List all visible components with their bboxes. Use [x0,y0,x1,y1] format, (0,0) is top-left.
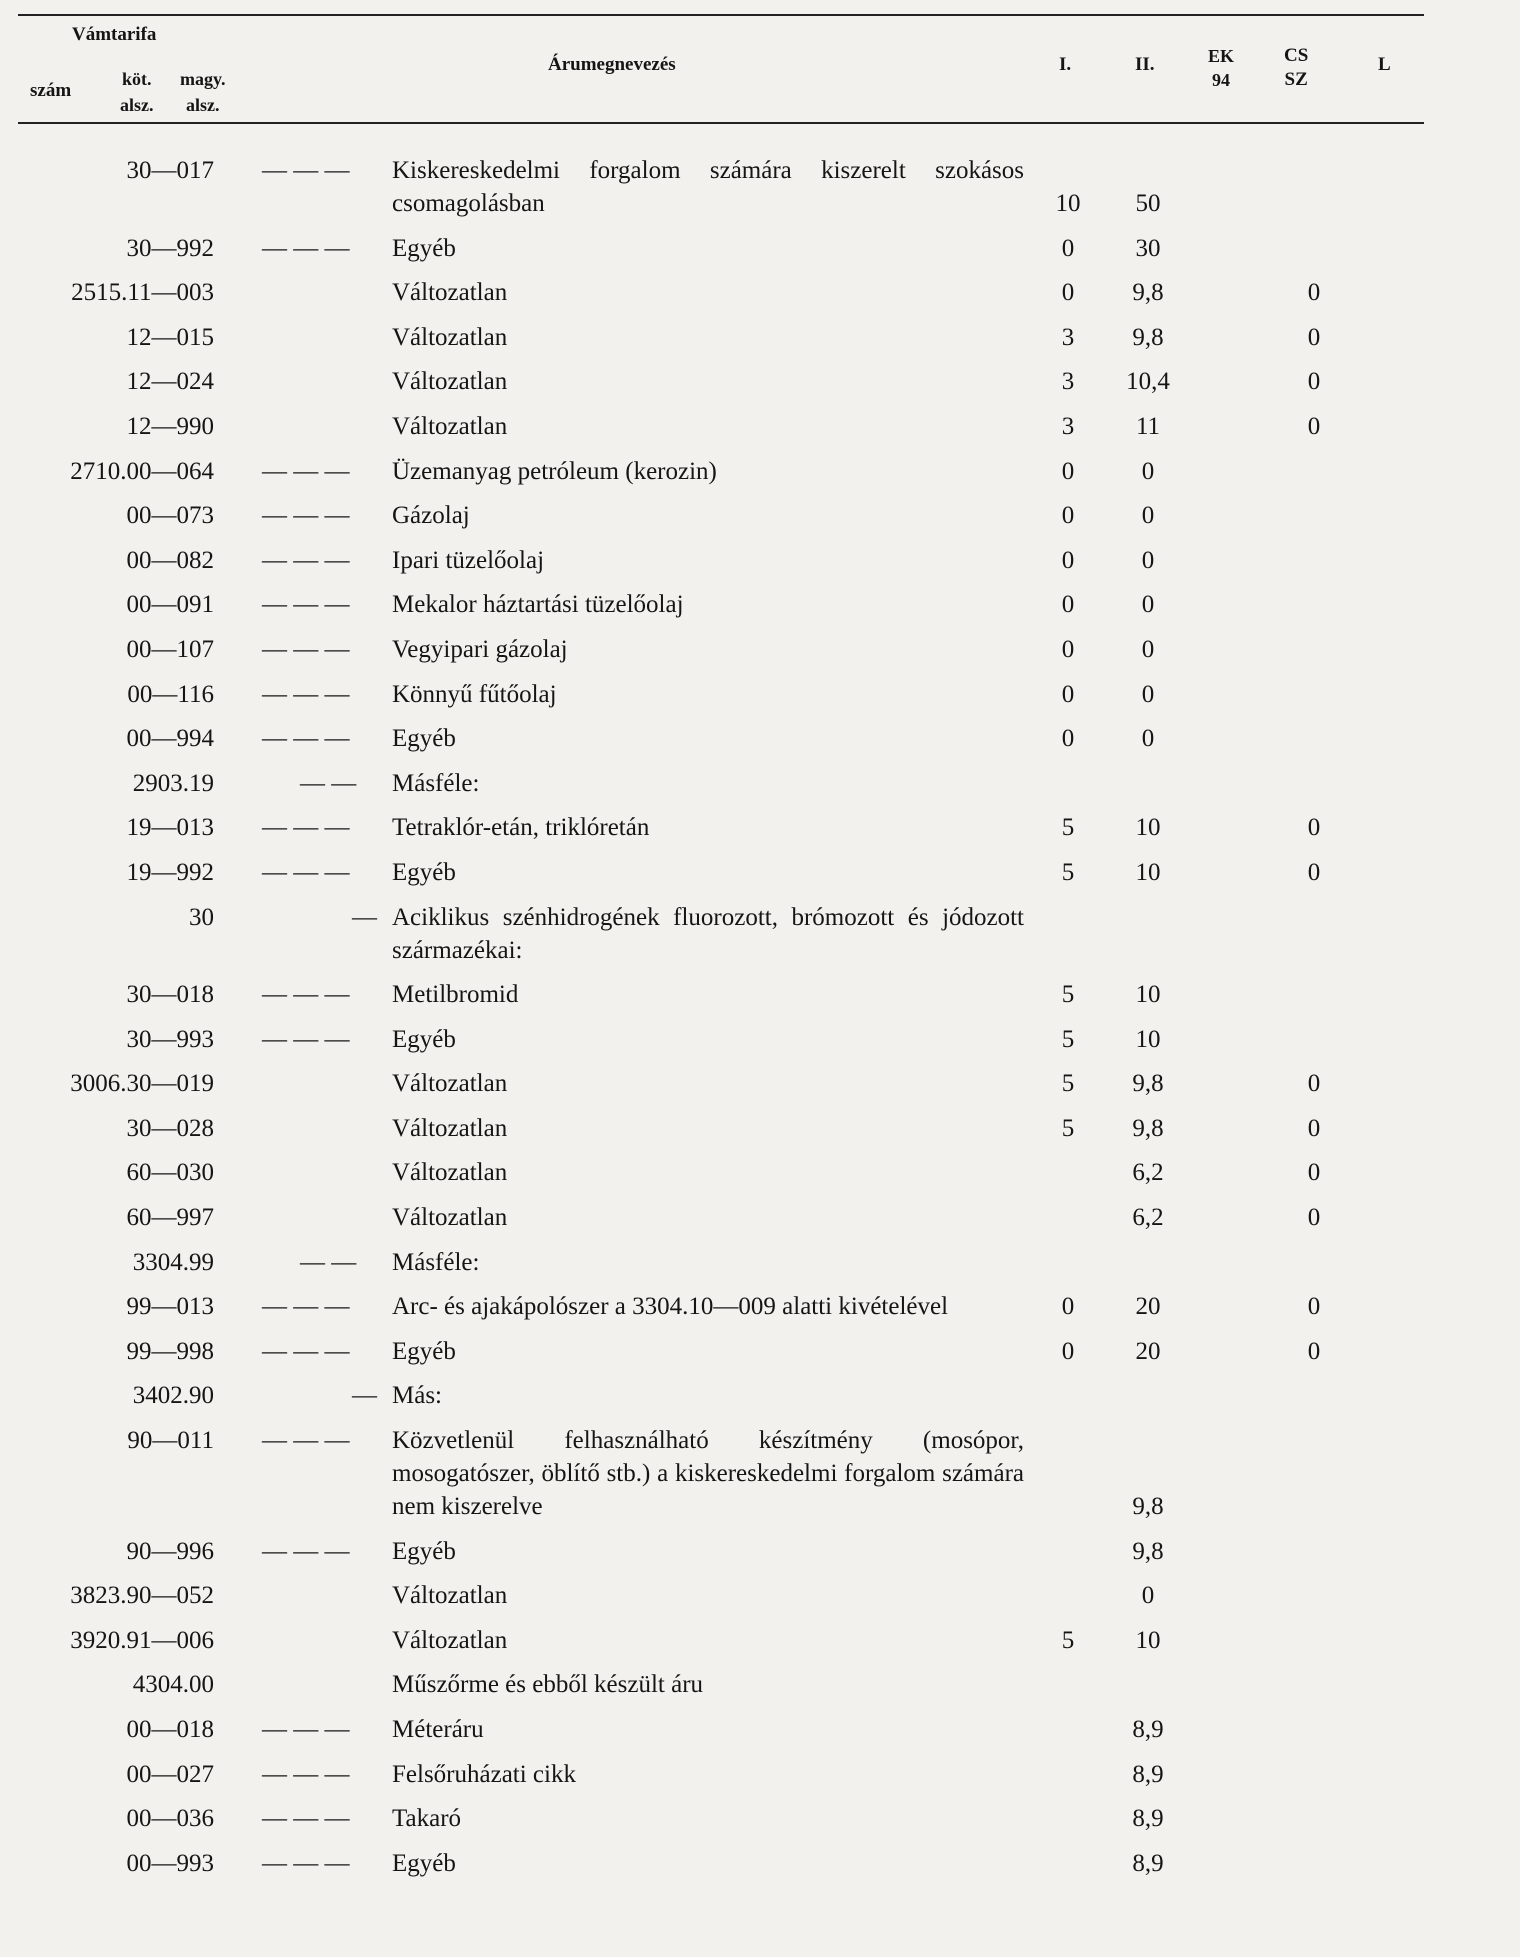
indent-dashes: — — — [262,1805,350,1833]
rate-col-i: 0 [1061,591,1075,619]
table-row [0,499,1520,532]
tariff-code: 00—073 [126,502,214,530]
header-col-l: L [1378,54,1391,75]
tariff-code: 90—011 [127,1427,214,1455]
rate-col-ii: 20 [1135,1293,1161,1321]
rate-col-ii: 6,2 [1132,1204,1164,1232]
indent-dashes: — — — [262,1716,350,1743]
goods-description: Mekalor háztartási tüzelőolaj [392,591,684,619]
header-kot: köt. [121,69,152,89]
indent-dashes: — — — [262,502,350,530]
rate-col-cssz: 0 [1307,1337,1321,1365]
table-row [0,1713,1520,1746]
goods-description: Egyéb [392,725,456,753]
goods-description: Méteráru [392,1716,484,1743]
header-sz: SZ [1284,69,1308,90]
tariff-code: 3920.91—006 [70,1626,214,1654]
table-row [0,1758,1520,1791]
table-row [0,767,1520,800]
header-magy-alsz-label: alsz. [186,95,220,115]
rate-col-i: 0 [1061,546,1075,574]
rate-col-i: 5 [1061,1070,1075,1098]
rate-col-ii: 0 [1141,680,1155,708]
tariff-code: 00—018 [126,1716,214,1743]
rate-col-ii: 9,8 [1132,1070,1164,1098]
indent-dashes: — — — [262,591,350,619]
rate-col-ii: 0 [1141,1582,1155,1610]
indent-dashes: — — — [262,157,350,184]
indent-dashes: — — — [262,858,350,886]
rate-col-ii: 9,8 [1132,279,1164,307]
goods-description: Arc- és ajakápolószer a 3304.10—009 alatti kivételével [392,1293,949,1321]
tariff-code: 3823.90—052 [70,1582,214,1610]
table-row [0,1379,1520,1412]
rate-col-cssz: 0 [1307,323,1321,351]
tariff-code: 30—018 [126,981,214,1009]
goods-description: Ipari tüzelőolaj [392,546,545,574]
header-ek: EK [1208,46,1235,66]
indent-dashes: — [352,903,377,931]
rate-col-ii: 30 [1135,234,1161,262]
rate-col-ii: 0 [1141,457,1155,485]
table-row [0,1023,1520,1056]
header-top-rule [18,14,1424,16]
rate-col-ii: 50 [1135,190,1161,217]
rate-col-ii: 8,9 [1132,1805,1164,1833]
rate-col-ii: 10,4 [1126,368,1170,396]
tariff-code: 00—027 [126,1760,214,1788]
rate-col-i: 10 [1055,190,1081,217]
goods-description: Egyéb [392,1025,456,1053]
goods-description: Aciklikus szénhidrogének fluorozott, brómozott és jódozott származékai: [392,903,1024,964]
tariff-code: 30 [189,903,214,931]
table-row [0,1535,1520,1568]
rate-col-ii: 20 [1135,1337,1161,1365]
table-row [0,901,1520,967]
indent-dashes: — — — [262,457,350,485]
header-col-ii: II. [1135,54,1155,75]
tariff-code: 30—992 [126,234,214,262]
tariff-code: 12—024 [126,368,214,396]
tariff-code: 3006.30—019 [70,1070,214,1098]
goods-description: Változatlan [392,1114,508,1142]
indent-dashes: — — — [262,1293,350,1321]
rate-col-ii: 9,8 [1132,1493,1164,1521]
goods-description: Egyéb [392,1337,456,1365]
table-row [0,1668,1520,1701]
table-row [0,1424,1520,1523]
table-row [0,365,1520,398]
tariff-code: 30—017 [126,157,214,184]
goods-description: Üzemanyag petróleum (kerozin) [392,457,717,485]
indent-dashes: — — — [262,1337,350,1365]
goods-description: Takaró [392,1805,462,1833]
indent-dashes: — — — [262,1760,350,1788]
tariff-code: 2903.19 [132,769,214,797]
goods-description: Vegyipari gázolaj [392,635,568,663]
header-cs: CS [1284,45,1309,66]
header-bottom-rule [18,122,1424,124]
indent-dashes: — — — [262,725,350,753]
rate-col-i: 0 [1061,234,1075,262]
tariff-code: 30—028 [126,1114,214,1142]
table-row [0,1802,1520,1835]
tariff-code: 60—997 [126,1204,214,1232]
rate-col-ii: 0 [1141,591,1155,619]
rate-col-cssz: 0 [1307,1159,1321,1187]
rate-col-i: 3 [1061,323,1075,351]
goods-description: Változatlan [392,323,508,351]
tariff-code: 2515.11—003 [71,279,214,307]
rate-col-ii: 6,2 [1132,1159,1164,1187]
header-kot-alsz [120,66,154,118]
tariff-code: 3402.90 [132,1382,214,1410]
goods-description: Változatlan [392,1582,508,1610]
table-row [0,1156,1520,1189]
table-row [0,410,1520,443]
goods-description: Változatlan [392,412,508,440]
tariff-code: 2710.00—064 [70,457,214,485]
table-row [0,1579,1520,1612]
goods-description: Változatlan [392,1626,508,1654]
goods-description: Tetraklór-etán, triklóretán [392,814,650,842]
tariff-code: 90—996 [126,1537,214,1565]
header-kot-alsz-label: alsz. [120,95,154,115]
header-vamtarifa: Vámtarifa [72,24,157,45]
rate-col-ii: 10 [1135,1626,1161,1654]
header-magy-alsz [180,66,226,118]
table-row [0,588,1520,621]
header-94: 94 [1212,70,1230,90]
rate-col-cssz: 0 [1307,1070,1321,1098]
rate-col-ii: 8,9 [1132,1849,1164,1877]
tariff-code: 12—990 [126,412,214,440]
header-col-i: I. [1059,54,1072,75]
goods-description: Metilbromid [392,981,519,1009]
goods-description: Egyéb [392,1849,456,1877]
rate-col-ii: 0 [1141,546,1155,574]
rate-col-i: 0 [1061,1293,1075,1321]
goods-description: Közvetlenül felhasználható készítmény (mosópor, mosogatószer, öblítő stb.) a kiskereskedelmi forgalom számára nem kiszerelve [392,1427,1024,1521]
tariff-table-body [0,154,1520,1891]
rate-col-ii: 9,8 [1132,323,1164,351]
table-row [0,1201,1520,1234]
goods-description: Egyéb [392,234,456,262]
header-magy: magy. [180,69,226,89]
goods-description: Másféle: [392,769,480,797]
rate-col-i: 0 [1061,502,1075,530]
indent-dashes: — — — [262,635,350,663]
tariff-code: 00—107 [126,635,214,663]
rate-col-cssz: 0 [1307,279,1321,307]
indent-dashes: — — — [262,1427,350,1455]
rate-col-cssz: 0 [1307,1114,1321,1142]
rate-col-i: 5 [1061,1626,1075,1654]
rate-col-i: 0 [1061,457,1075,485]
goods-description: Könnyű fűtőolaj [392,680,557,708]
goods-description: Változatlan [392,368,508,396]
tariff-code: 19—013 [126,814,214,842]
indent-dashes: — — [300,1248,357,1276]
tariff-code: 19—992 [126,858,214,886]
indent-dashes: — — [300,769,357,797]
table-row [0,811,1520,844]
rate-col-cssz: 0 [1307,1204,1321,1232]
rate-col-ii: 0 [1141,725,1155,753]
rate-col-ii: 9,8 [1132,1537,1164,1565]
tariff-code: 00—116 [127,680,214,708]
rate-col-cssz: 0 [1307,814,1321,842]
goods-description: Másféle: [392,1248,480,1276]
table-row [0,722,1520,755]
indent-dashes: — — — [262,1025,350,1053]
tariff-code: 4304.00 [132,1671,214,1699]
indent-dashes: — [352,1382,377,1410]
indent-dashes: — — — [262,1849,350,1877]
table-row [0,232,1520,265]
tariff-code: 3304.99 [132,1248,214,1276]
rate-col-i: 5 [1061,1114,1075,1142]
tariff-code: 00—993 [126,1849,214,1877]
rate-col-i: 0 [1061,279,1075,307]
table-row [0,1847,1520,1880]
table-row [0,276,1520,309]
rate-col-i: 0 [1061,680,1075,708]
indent-dashes: — — — [262,1537,350,1565]
tariff-code: 12—015 [126,323,214,351]
goods-description: Változatlan [392,279,508,307]
rate-col-i: 0 [1061,635,1075,663]
rate-col-ii: 9,8 [1132,1114,1164,1142]
rate-col-i: 0 [1061,1337,1075,1365]
table-row [0,544,1520,577]
header-col-cssz [1284,44,1308,92]
tariff-code: 99—998 [126,1337,214,1365]
rate-col-ii: 11 [1135,412,1161,440]
tariff-code: 00—091 [126,591,214,619]
tariff-code: 30—993 [126,1025,214,1053]
rate-col-ii: 0 [1141,502,1155,530]
rate-col-cssz: 0 [1307,412,1321,440]
table-row [0,678,1520,711]
table-row [0,1624,1520,1657]
rate-col-ii: 10 [1135,814,1161,842]
goods-description: Változatlan [392,1159,508,1187]
header-arumegnevezes: Árumegnevezés [548,54,676,75]
goods-description: Változatlan [392,1070,508,1098]
goods-description: Kiskereskedelmi forgalom számára kiszerelt szokásos csomagolásban [392,157,1024,217]
table-row [0,1335,1520,1368]
rate-col-cssz: 0 [1307,858,1321,886]
indent-dashes: — — — [262,981,350,1009]
indent-dashes: — — — [262,546,350,574]
table-row [0,1290,1520,1323]
tariff-code: 00—036 [126,1805,214,1833]
goods-description: Felsőruházati cikk [392,1760,576,1788]
table-row [0,455,1520,488]
tariff-code: 60—030 [126,1159,214,1187]
indent-dashes: — — — [262,814,350,842]
rate-col-ii: 10 [1135,981,1161,1009]
rate-col-i: 5 [1061,1025,1075,1053]
rate-col-i: 0 [1061,725,1075,753]
rate-col-cssz: 0 [1307,368,1321,396]
goods-description: Gázolaj [392,502,470,530]
table-row [0,856,1520,889]
rate-col-i: 5 [1061,858,1075,886]
indent-dashes: — — — [262,234,350,262]
rate-col-ii: 0 [1141,635,1155,663]
rate-col-i: 3 [1061,368,1075,396]
header-szam: szám [30,80,72,101]
rate-col-ii: 8,9 [1132,1716,1164,1743]
table-row [0,633,1520,666]
goods-description: Egyéb [392,858,456,886]
tariff-code: 99—013 [126,1293,214,1321]
rate-col-cssz: 0 [1307,1293,1321,1321]
rate-col-i: 5 [1061,981,1075,1009]
rate-col-i: 3 [1061,412,1075,440]
indent-dashes: — — — [262,680,350,708]
rate-col-ii: 8,9 [1132,1760,1164,1788]
goods-description: Más: [392,1382,442,1410]
goods-description: Változatlan [392,1204,508,1232]
rate-col-ii: 10 [1135,858,1161,886]
table-row [0,1112,1520,1145]
table-row [0,978,1520,1011]
tariff-code: 00—082 [126,546,214,574]
rate-col-ii: 10 [1135,1025,1161,1053]
goods-description: Egyéb [392,1537,456,1565]
table-row [0,154,1520,220]
tariff-code: 00—994 [126,725,214,753]
table-row [0,1246,1520,1279]
goods-description: Műszőrme és ebből készült áru [392,1671,704,1699]
header-col-ek94 [1208,44,1234,92]
table-row [0,321,1520,354]
rate-col-i: 5 [1061,814,1075,842]
table-row [0,1067,1520,1100]
